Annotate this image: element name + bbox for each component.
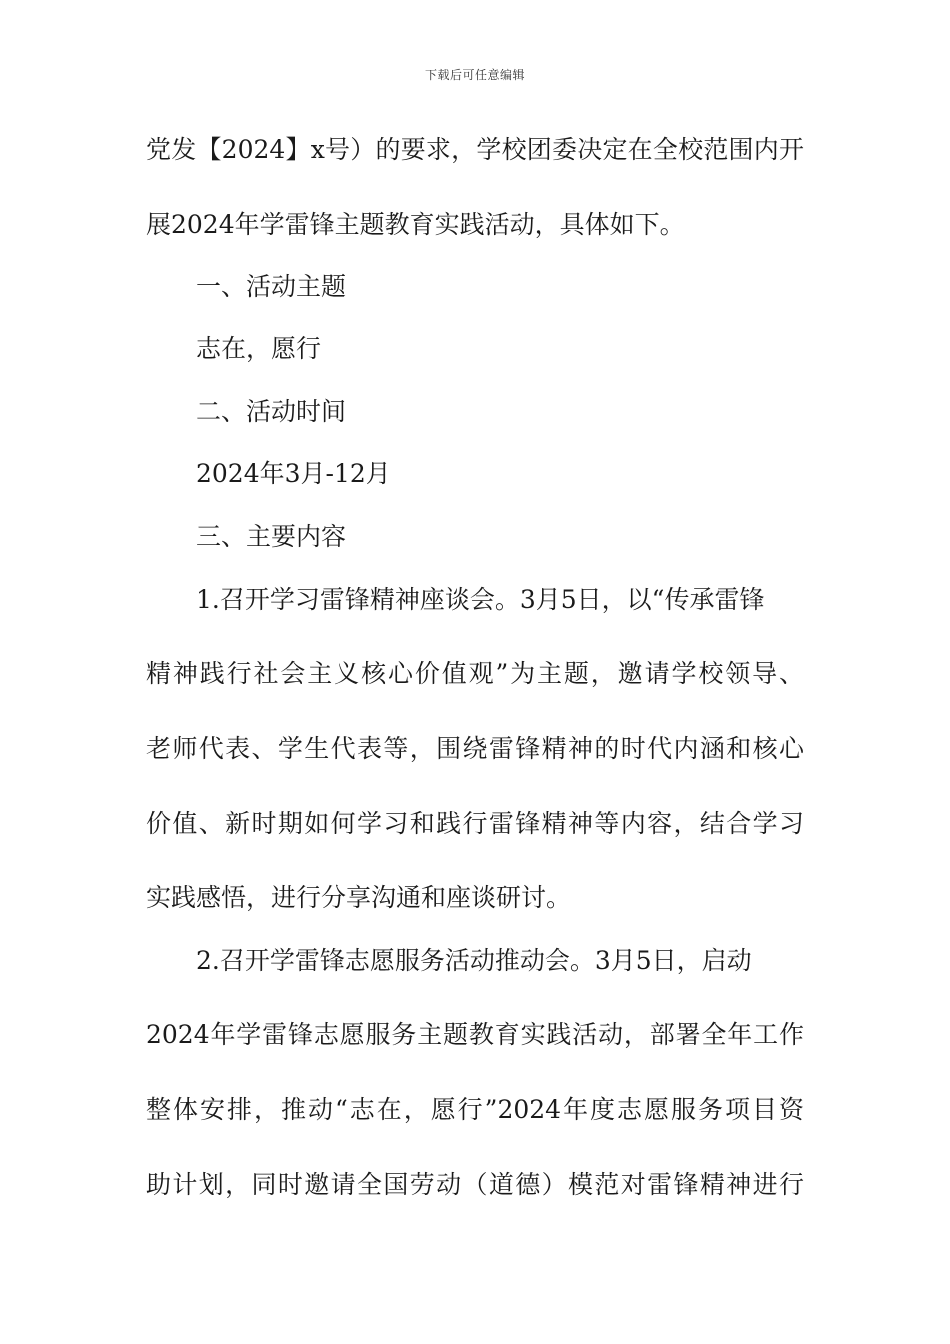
paragraph-line: 2024年学雷锋志愿服务主题教育实践活动，部署全年工作 [146, 1020, 804, 1049]
time-text: 2024年3月-12月 [196, 459, 391, 488]
section-heading-content: 三、主要内容 [196, 522, 347, 551]
paragraph-line: 2.召开学雷锋志愿服务活动推动会。3月5日，启动 [196, 946, 752, 975]
paragraph-line: 价值、新时期如何学习和践行雷锋精神等内容，结合学习 [146, 809, 804, 838]
paragraph-line: 助计划，同时邀请全国劳动（道德）模范对雷锋精神进行 [146, 1170, 804, 1199]
page-header-note: 下载后可任意编辑 [424, 68, 525, 82]
paragraph-line: 1.召开学习雷锋精神座谈会。3月5日，以“传承雷锋 [196, 585, 765, 614]
theme-text: 志在，愿行 [196, 334, 322, 363]
paragraph-line: 整体安排，推动“志在，愿行”2024年度志愿服务项目资 [146, 1095, 804, 1124]
paragraph-line: 展2024年学雷锋主题教育实践活动，具体如下。 [146, 210, 685, 239]
paragraph-line: 老师代表、学生代表等，围绕雷锋精神的时代内涵和核心 [146, 734, 804, 763]
paragraph-line: 精神践行社会主义核心价值观”为主题，邀请学校领导、 [146, 659, 804, 688]
section-heading-theme: 一、活动主题 [196, 272, 347, 301]
paragraph-line: 党发【2024】x号）的要求，学校团委决定在全校范围内开 [146, 135, 804, 164]
paragraph-line: 实践感悟，进行分享沟通和座谈研讨。 [146, 883, 572, 912]
section-heading-time: 二、活动时间 [196, 397, 347, 426]
